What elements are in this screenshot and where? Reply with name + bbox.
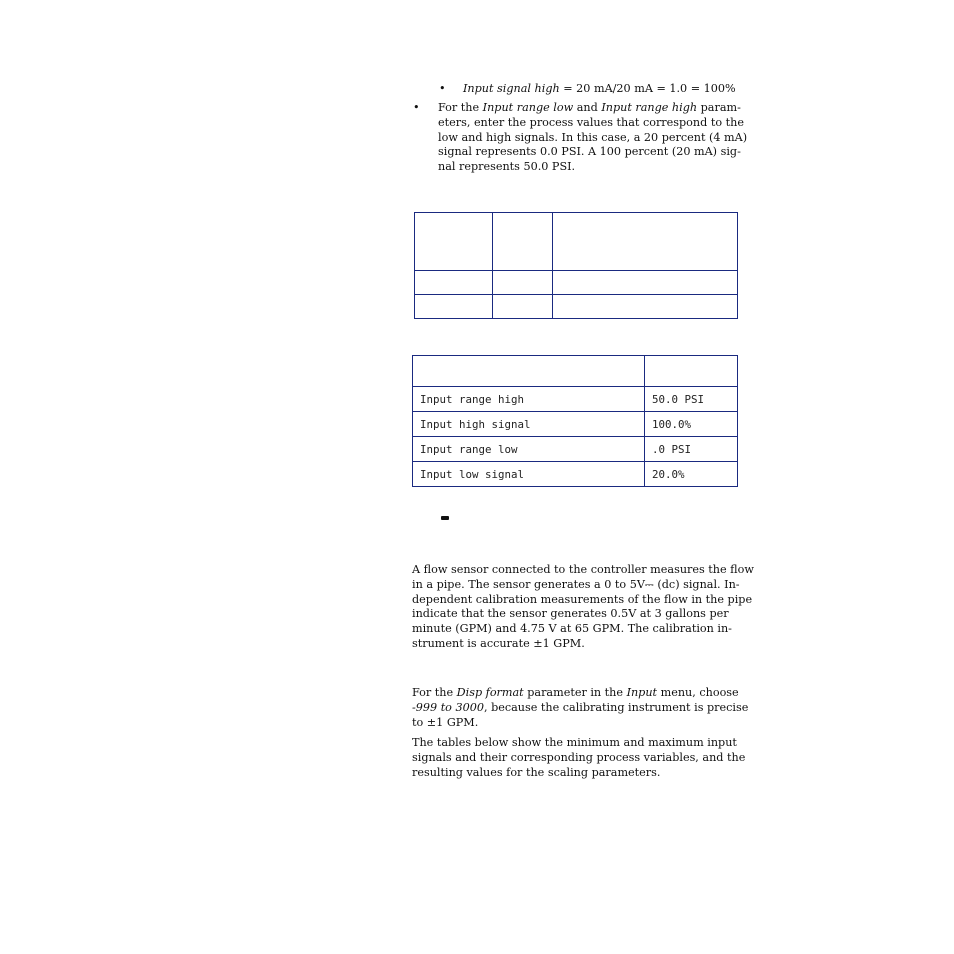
signal-table-cell — [415, 271, 493, 295]
param-value: .0 PSI — [645, 437, 738, 462]
signal-table-header-cell — [493, 213, 553, 271]
bullet-input-range: For the Input range low and Input range high param- eters, enter the process values that correspond to the low and high signals. In this case, a 20 percent (4 mA) signal represents 0.0 PSI. A 100 percent (20 mA) sig- nal represents 50.0 PSI. — [438, 101, 748, 174]
bullet-input-signal-high: Input signal high = 20 mA/20 mA = 1.0 = 100% — [463, 82, 736, 95]
example-paragraph: A flow sensor connected to the controller measures the flow in a pipe. The sensor generates a 0 to 5V⎓ (dc) signal. In- dependent calibration measurements of the flow in the pipe indicate that the sensor generates 0.5V at 3 gallons per minute (GPM) and 4.75 V at 65 GPM. The calibration in- strument is accurate ±1 GPM. — [412, 563, 754, 650]
table-row — [413, 462, 738, 487]
tables-note-paragraph: The tables below show the minimum and maximum input signals and their corresponding process variables, and the resulting values for the scaling parameters. — [412, 736, 746, 779]
table-row — [413, 412, 738, 437]
param-value: 20.0% — [645, 462, 738, 487]
example-icon — [441, 516, 449, 520]
signal-table-header-cell — [415, 213, 493, 271]
param-value: 100.0% — [645, 412, 738, 437]
disp-format-paragraph: For the Disp format parameter in the Input menu, choose -999 to 3000, because the calibrating instrument is precise to ±1 GPM. — [412, 686, 749, 729]
parameter-table — [412, 355, 738, 487]
signal-table-cell — [553, 295, 738, 319]
param-name: Input range low — [413, 437, 645, 462]
param-name: Input high signal — [413, 412, 645, 437]
signal-table-cell — [493, 295, 553, 319]
signal-table-cell — [493, 271, 553, 295]
param-name: Input low signal — [413, 462, 645, 487]
bullet-dot: • — [413, 101, 420, 114]
term-input-signal-high: Input signal high — [463, 82, 560, 95]
table-row — [413, 387, 738, 412]
signal-table-cell — [553, 271, 738, 295]
parameter-table-header-cell — [645, 356, 738, 387]
parameter-table-header-cell — [413, 356, 645, 387]
param-value: 50.0 PSI — [645, 387, 738, 412]
param-name: Input range high — [413, 387, 645, 412]
signal-table-header-cell — [553, 213, 738, 271]
table-row — [413, 437, 738, 462]
signal-table — [414, 212, 738, 319]
signal-table-cell — [415, 295, 493, 319]
bullet-dot: • — [439, 82, 446, 95]
